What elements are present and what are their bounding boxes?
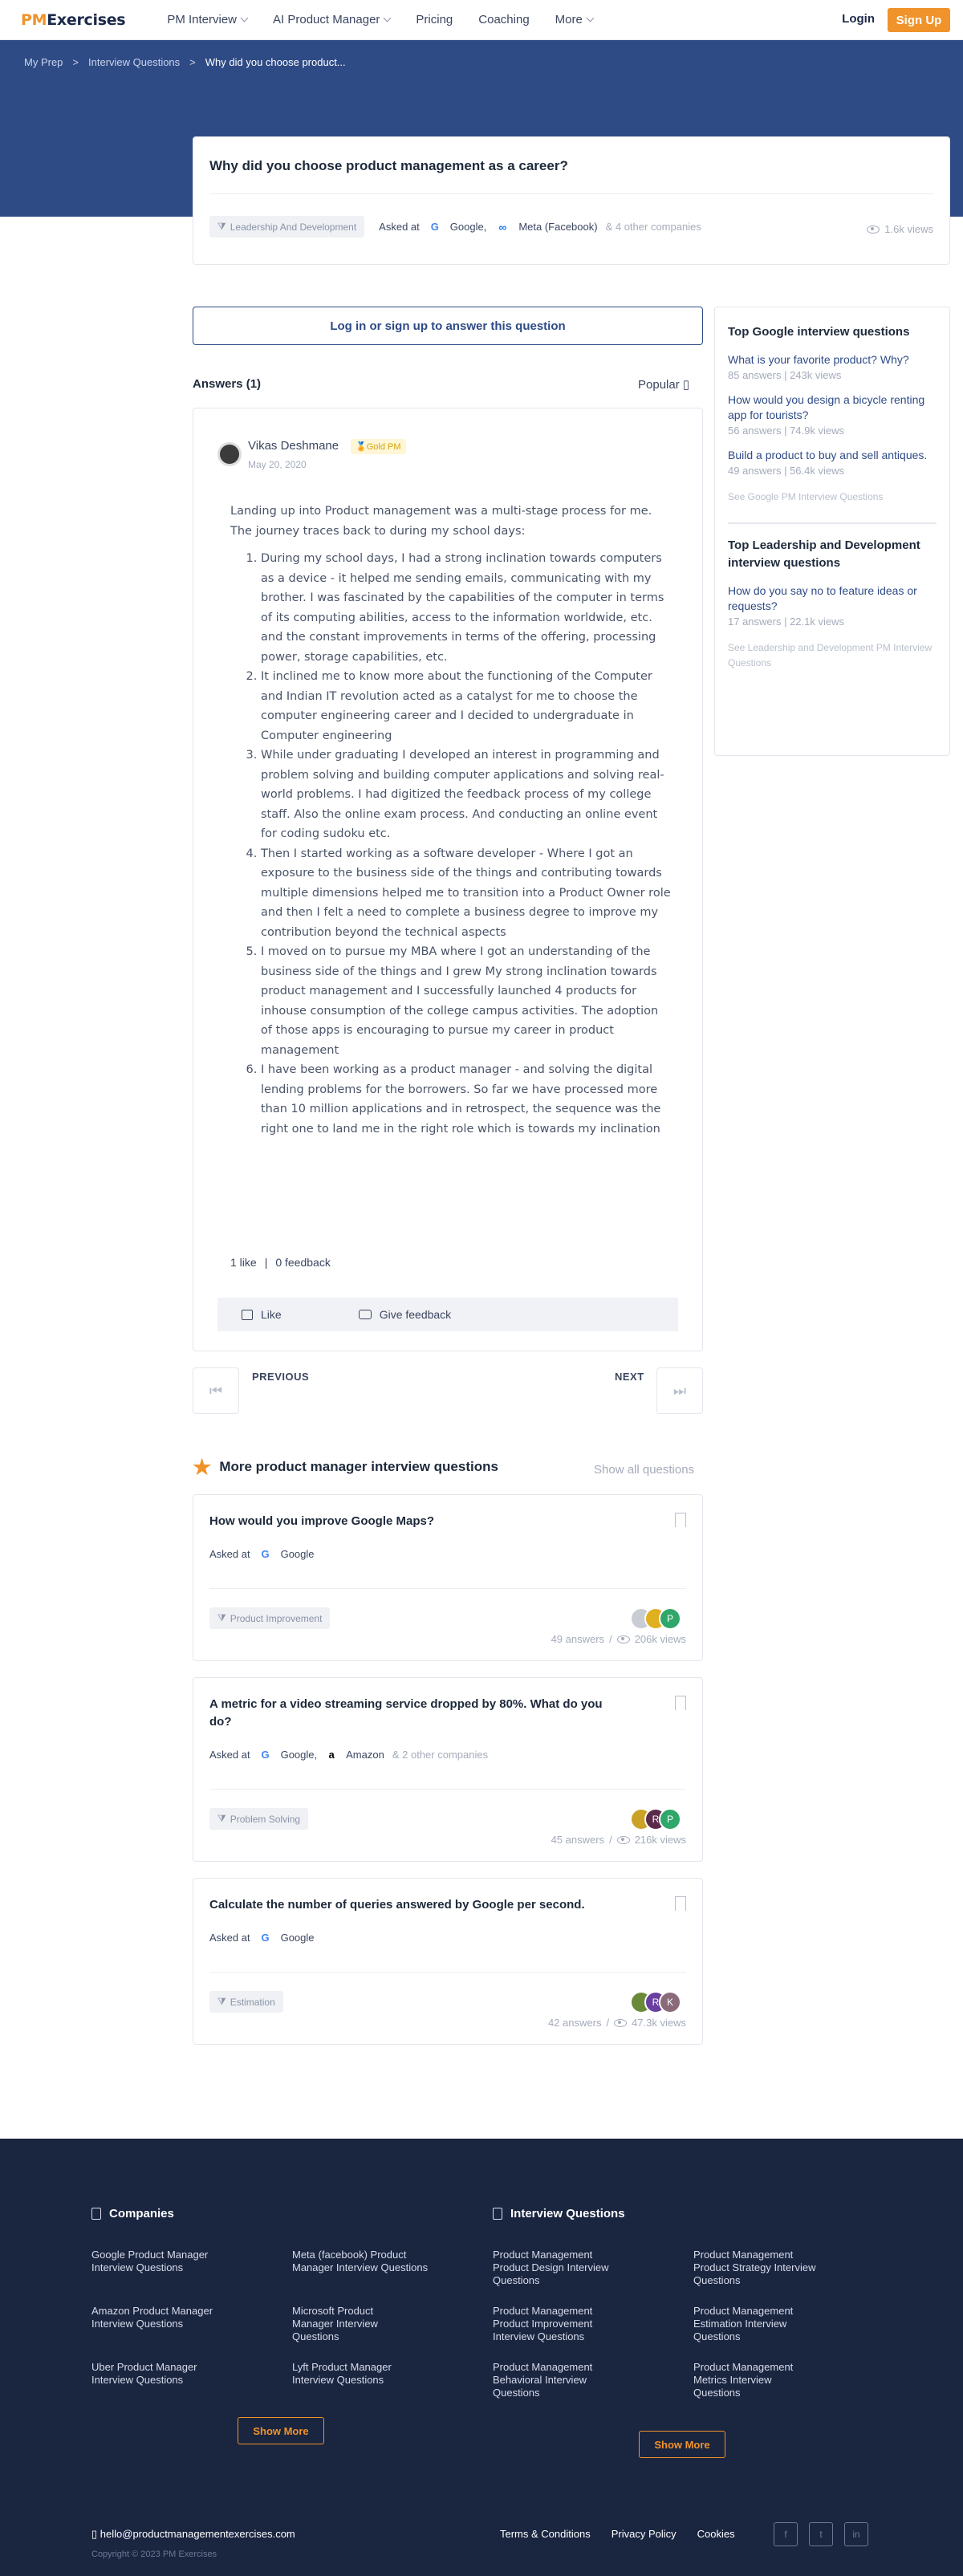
sidebar-question[interactable]: What is your favorite product? Why? xyxy=(728,353,909,366)
nav-more[interactable]: More xyxy=(555,13,593,26)
terms-link[interactable]: Terms & Conditions xyxy=(500,2528,591,2540)
answer-card xyxy=(193,408,703,1351)
sidebar-question-stats: 85 answers | 243k views xyxy=(728,369,842,381)
footer-company-link[interactable]: Uber Product Manager Interview Questions xyxy=(91,2361,197,2386)
nav-pm-interview[interactable]: PM Interview xyxy=(167,13,247,26)
category-tag[interactable]: ⧩ Problem Solving xyxy=(209,1808,308,1830)
answerer-avatars xyxy=(638,1607,681,1630)
nav-ai-product-manager[interactable]: AI Product Manager xyxy=(273,13,390,26)
sidebar-question-stats: 49 answers | 56.4k views xyxy=(728,465,844,477)
category-tag[interactable]: ⧩ Product Improvement xyxy=(209,1607,330,1629)
sidebar xyxy=(714,307,950,756)
google-logo-icon: G xyxy=(258,1747,273,1761)
eye-icon xyxy=(614,2019,627,2027)
question-card[interactable]: A metric for a video streaming service dropped by 80%. What do you do? Asked at G Google, a Amazon & 2 other companies ⧩ Problem Solving R P 45 answers / 216k views xyxy=(193,1677,703,1862)
footer-question-link[interactable]: Product Management Product Design Interview Questions xyxy=(493,2249,609,2286)
answer-point: 4. Then I started working as a software developer - Where I got an exposure to the business side of the things and contributing towards multiple dimensions helped me to transition into a Product Owner role and then I felt a need to complete a business degree to improve my contribution beyond the technical aspects xyxy=(261,844,672,943)
bookmark-icon[interactable] xyxy=(675,1896,686,1911)
question-card xyxy=(193,136,950,265)
footer-company-link[interactable]: Lyft Product Manager Interview Questions xyxy=(292,2361,392,2386)
feedback-count: 0 feedback xyxy=(275,1256,331,1269)
gold-pm-badge: 🏅Gold PM xyxy=(351,439,406,454)
view-count: 216k views xyxy=(634,1834,686,1846)
avatar: P xyxy=(659,1607,681,1630)
page-title: Why did you choose product management as a career? xyxy=(209,158,568,173)
like-count: 1 like xyxy=(230,1256,257,1269)
sort-icon: ▯ xyxy=(682,378,690,392)
mail-icon: ▯ xyxy=(91,2528,98,2540)
nav-pricing[interactable]: Pricing xyxy=(416,13,453,26)
previous-label[interactable]: PREVIOUS xyxy=(252,1371,310,1383)
view-count: 206k views xyxy=(634,1633,686,1645)
sort-dropdown[interactable]: Popular ▯ xyxy=(638,378,690,392)
avatar: R xyxy=(644,1991,667,2013)
google-logo-icon: G xyxy=(258,1546,273,1561)
give-feedback-button[interactable]: Give feedback xyxy=(359,1308,452,1321)
answer-point: 6. I have been working as a product manager - and solving the digital lending problems for the borrowers. So far we have processed more than 10 million applications and in retrospect, the sequence was the right one to land me in the right role which is towards my inclination xyxy=(261,1060,672,1139)
company-google[interactable]: Google xyxy=(280,1547,315,1560)
view-count: 1.6k views xyxy=(867,223,933,235)
answer-body xyxy=(230,502,672,1139)
company-amazon[interactable]: Amazon xyxy=(346,1748,384,1761)
divider xyxy=(728,522,937,524)
question-title[interactable]: Calculate the number of queries answered by Google per second. xyxy=(209,1898,585,1912)
filter-icon: ⧩ xyxy=(217,1813,226,1824)
nav-coaching[interactable]: Coaching xyxy=(478,13,530,26)
reaction-counts: 1 like | 0 feedback xyxy=(230,1256,331,1269)
answerer-avatars xyxy=(638,1991,681,2013)
star-icon: ★ xyxy=(193,1455,212,1479)
like-button[interactable]: Like xyxy=(242,1308,282,1321)
footer-company-link[interactable]: Amazon Product Manager Interview Questions xyxy=(91,2305,213,2330)
building-icon xyxy=(91,2208,101,2220)
see-google-questions-link[interactable]: See Google PM Interview Questions xyxy=(728,491,884,502)
view-count: 47.3k views xyxy=(632,2017,686,2029)
signup-button[interactable]: Sign Up xyxy=(888,8,950,32)
answer-actions xyxy=(217,1298,678,1331)
bookmark-icon[interactable] xyxy=(675,1513,686,1527)
avatar: R xyxy=(644,1808,667,1830)
footer-question-link[interactable]: Product Management Estimation Interview Questions xyxy=(693,2305,794,2342)
divider xyxy=(209,193,933,194)
document-icon xyxy=(493,2208,502,2220)
interview-questions-heading: Interview Questions xyxy=(493,2207,625,2220)
contact-email[interactable]: ▯ hello@productmanagementexercises.com xyxy=(91,2528,295,2540)
filter-icon: ⧩ xyxy=(217,1996,226,2007)
skip-back-icon: ⏮ xyxy=(209,1382,223,1399)
breadcrumb-interview-questions[interactable]: Interview Questions xyxy=(88,56,181,68)
author-name[interactable]: Vikas Deshmane xyxy=(248,439,339,453)
cookies-link[interactable]: Cookies xyxy=(697,2528,735,2540)
google-logo-icon: G xyxy=(428,220,442,234)
questions-show-more-button[interactable]: Show More xyxy=(639,2431,725,2458)
footer-company-link[interactable]: Google Product Manager Interview Questions xyxy=(91,2249,209,2273)
avatar[interactable] xyxy=(217,442,242,466)
sidebar-question[interactable]: Build a product to buy and sell antiques. xyxy=(728,449,928,461)
answer-point: 3. While under graduating I developed an interest in programming and problem solving and building computer applications and solving real-world problems. I had digitized the feedback process of my college staff. Also the online exam process. And conducting an online event for coding sudoku etc. xyxy=(261,746,672,844)
bookmark-icon[interactable] xyxy=(675,1696,686,1710)
company-google[interactable]: Google xyxy=(280,1931,315,1944)
category-tag[interactable]: ⧩ Leadership And Development xyxy=(209,216,364,238)
linkedin-icon[interactable]: in xyxy=(844,2522,868,2546)
other-companies[interactable]: & 4 other companies xyxy=(605,221,701,233)
filter-icon: ⧩ xyxy=(217,1612,226,1623)
comment-icon xyxy=(359,1310,372,1319)
answer-intro: Landing up into Product management was a multi-stage process for me. The journey traces back to during my school days: xyxy=(230,505,652,538)
footer-question-link[interactable]: Product Management Product Strategy Interview Questions xyxy=(693,2249,816,2286)
copyright: Copyright © 2023 PM Exercises xyxy=(91,2550,217,2559)
breadcrumb: My Prep > Interview Questions > Why did you choose product... xyxy=(24,56,346,68)
companies-show-more-button[interactable]: Show More xyxy=(238,2417,324,2444)
chevron-down-icon xyxy=(384,14,392,22)
asked-at-label: Asked at xyxy=(379,221,420,233)
sidebar-heading: Top Google interview questions xyxy=(728,325,910,339)
sidebar-question[interactable]: How would you design a bicycle renting app for tourists? xyxy=(728,393,925,421)
footer-question-link[interactable]: Product Management Product Improvement Interview Questions xyxy=(493,2305,593,2342)
sidebar-question-stats: 56 answers | 74.9k views xyxy=(728,425,844,437)
answerer-avatars xyxy=(638,1808,681,1830)
answer-count: 49 answers xyxy=(551,1633,605,1645)
category-tag[interactable]: ⧩ Estimation xyxy=(209,1991,283,2013)
footer xyxy=(0,2139,963,2576)
see-leadership-questions-link[interactable]: See Leadership and Development PM Interview Questions xyxy=(728,642,933,668)
chevron-down-icon xyxy=(241,14,249,22)
avatar: K xyxy=(659,1991,681,2013)
breadcrumb-current: Why did you choose product... xyxy=(205,56,346,68)
medal-icon: 🏅 xyxy=(356,442,367,452)
question-title[interactable]: How would you improve Google Maps? xyxy=(209,1514,435,1528)
answer-point: 2. It inclined me to know more about the functioning of the Computer and Indian IT revolution acted as a catalyst for me to choose the computer engineering career and I decided to undergraduate in Computer engineering xyxy=(261,667,672,746)
twitter-icon[interactable]: t xyxy=(809,2522,833,2546)
answer-count: 42 answers xyxy=(547,2017,602,2029)
skip-forward-icon: ⏭ xyxy=(672,1382,687,1399)
sidebar-question[interactable]: How do you say no to feature ideas or requests? xyxy=(728,584,917,612)
question-card[interactable]: How would you improve Google Maps? Asked at G Google ⧩ Product Improvement P 49 answers / 206k views xyxy=(193,1494,703,1661)
companies-heading: Companies xyxy=(91,2207,174,2220)
top-nav xyxy=(0,0,963,40)
previous-button[interactable] xyxy=(193,1367,239,1414)
company-google[interactable]: Google, xyxy=(449,221,487,233)
chevron-down-icon xyxy=(586,14,594,22)
sidebar-heading: Top Leadership and Development interview questions xyxy=(728,538,920,570)
company-meta[interactable]: Meta (Facebook) xyxy=(518,221,598,233)
next-label[interactable]: NEXT xyxy=(615,1371,644,1383)
footer-question-link[interactable]: Product Management Behavioral Interview Questions xyxy=(493,2361,593,2399)
question-card[interactable]: Calculate the number of queries answered by Google per second. Asked at G Google ⧩ Estimation R K 42 answers / 47.3k views xyxy=(193,1878,703,2045)
answer-point: 5. I moved on to pursue my MBA where I got an understanding of the business side of the things and I grew My strong inclination towards product management and I successfully launched 4 products for inhouse consumption of the college campus activities. The adoption of those apps is encouraging to pursue my career in product management xyxy=(261,942,672,1060)
breadcrumb-my-prep[interactable]: My Prep xyxy=(24,56,63,68)
filter-icon: ⧩ xyxy=(217,221,226,232)
meta-logo-icon: ∞ xyxy=(498,220,507,234)
footer-question-link[interactable]: Product Management Metrics Interview Questions xyxy=(693,2361,794,2399)
answer-count: 45 answers xyxy=(551,1834,605,1846)
more-questions-heading: ★ More product manager interview questions xyxy=(193,1455,498,1479)
footer-company-link[interactable]: Microsoft Product Manager Interview Questions xyxy=(292,2305,378,2342)
answer-point: 1. During my school days, I had a strong inclination towards computers as a device - it helped me sending emails, communicating with my brother. I was fascinated by the capabilities of the computer in terms of its computing abilities, access to the information worldwide, etc. and the constant improvements in terms of the offering, processing power, storage capabilities, etc. xyxy=(261,549,672,667)
show-all-questions-link[interactable]: Show all questions xyxy=(594,1463,695,1477)
sidebar-question-stats: 17 answers | 22.1k views xyxy=(728,616,844,628)
facebook-icon[interactable]: f xyxy=(774,2522,798,2546)
footer-company-link[interactable]: Meta (facebook) Product Manager Interview Questions xyxy=(292,2249,429,2273)
login-to-answer-button[interactable]: Log in or sign up to answer this question xyxy=(193,307,703,345)
thumbs-up-icon xyxy=(242,1310,253,1320)
login-link[interactable]: Login xyxy=(842,12,875,26)
eye-icon xyxy=(617,1836,630,1844)
eye-icon xyxy=(867,226,880,234)
company-google[interactable]: Google, xyxy=(280,1748,318,1761)
question-title[interactable]: A metric for a video streaming service dropped by 80%. What do you do? xyxy=(209,1697,603,1729)
avatar: P xyxy=(659,1808,681,1830)
answer-date: May 20, 2020 xyxy=(248,459,307,470)
eye-icon xyxy=(617,1635,630,1644)
google-logo-icon: G xyxy=(258,1930,273,1944)
other-companies[interactable]: & 2 other companies xyxy=(392,1748,489,1761)
next-button[interactable] xyxy=(656,1367,703,1414)
amazon-logo-icon: a xyxy=(328,1748,335,1761)
privacy-link[interactable]: Privacy Policy xyxy=(611,2528,677,2540)
logo[interactable]: PMExercises xyxy=(21,10,126,29)
answers-count: Answers (1) xyxy=(193,377,262,391)
